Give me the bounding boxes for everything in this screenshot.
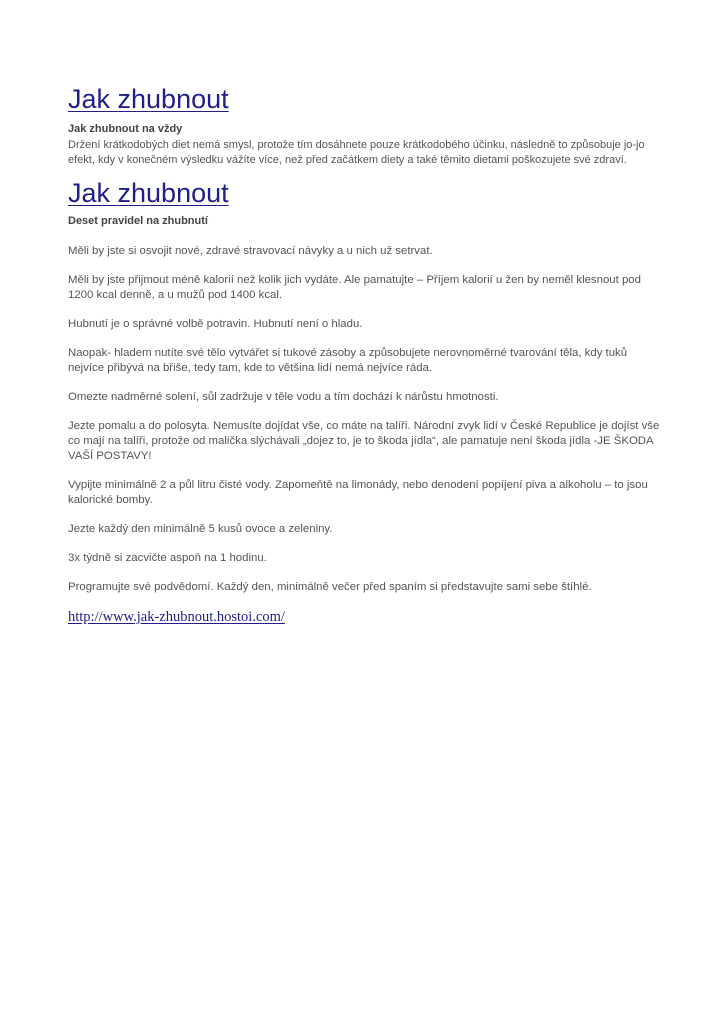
intro-paragraph: Držení krátkodobých diet nemá smysl, protože tím dosáhnete pouze krátkodobého účinku, následně to způsobuje jo-jo efekt, kdy v konečném výsledku vážíte více, než před začátkem diety a také těmito dietami poškozujete své zdraví. (68, 139, 645, 166)
document-page (68, 84, 664, 626)
rule-paragraph: Jezte pomalu a do polosyta. Nemusíte dojídat vše, co máte na talíři. Národní zvyk lidí v České Republice je dojíst vše co mají na talíři, protože od malička slýchávali „dojez to, je to škoda jídla“, ale pamatuje není škoda jídla -JE ŠKODA VAŠÍ POSTAVY! (68, 420, 660, 462)
rule-paragraph: 3x týdně si zacvičte aspoň na 1 hodinu. (68, 552, 267, 564)
rule-paragraph: Měli by jste si osvojit nové, zdravé stravovací návyky a u nich už setrvat. (68, 245, 433, 257)
website-link[interactable]: http://www.jak-zhubnout.hostoi.com/ (68, 609, 285, 625)
page-title: Jak zhubnout (68, 84, 229, 114)
rule-paragraph: Programujte své podvědomí. Každý den, minimálně večer před spaním si představujte sami sebe štíhlé. (68, 581, 592, 593)
rule-paragraph: Naopak- hladem nutíte své tělo vytvářet si tukové zásoby a způsobujete nerovnoměrné tvarování těla, kdy tuků nejvíce přibývá na břiše, tedy tam, kde to většina lidí nemá nejvíce ráda. (68, 347, 628, 374)
rule-paragraph: Jezte každý den minimálně 5 kusů ovoce a zeleniny. (68, 523, 333, 535)
subheading-forever: Jak zhubnout na vždy (68, 123, 183, 135)
rule-paragraph: Měli by jste přijmout méně kalorií než kolik jich vydáte. Ale pamatujte – Příjem kalorií u žen by neměl klesnout pod 1200 kcal denně, a u mužů pod 1400 kcal. (68, 274, 641, 301)
section-title: Jak zhubnout (68, 178, 229, 208)
rule-paragraph: Vypijte minimálně 2 a půl litru čisté vody. Zapomeňtě na limonády, nebo denodení popíjení piva a alkoholu – to jsou kalorické bomby. (68, 479, 648, 506)
subheading-ten-rules: Deset pravidel na zhubnutí (68, 215, 208, 227)
rule-paragraph: Omezte nadměrné solení, sůl zadržuje v těle vodu a tím dochází k nárůstu hmotnosti. (68, 391, 499, 403)
rule-paragraph: Hubnutí je o správné volbě potravin. Hubnutí není o hladu. (68, 318, 363, 330)
